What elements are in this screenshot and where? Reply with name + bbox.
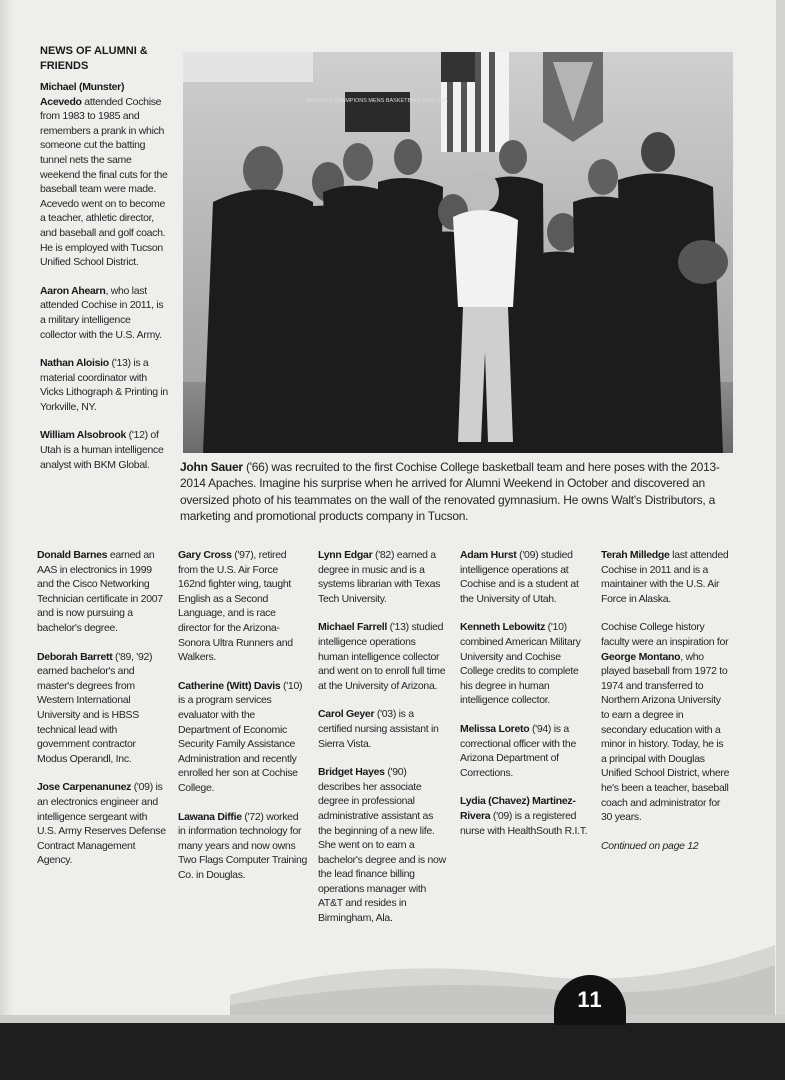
entry-lebowitz: Kenneth Lebowitz ('10) combined American Military University and Cochise College credits to complete his degree in human intelligence collector. (460, 621, 581, 707)
entry-edgar: Lynn Edgar ('82) earned a degree in music and is a systems librarian with Texas Tech University. (318, 549, 441, 605)
entry-name: Aaron Ahearn (40, 284, 106, 297)
entry-name: Melissa Loreto (460, 722, 530, 735)
entry-milledge: Terah Milledge last attended Cochise in 2011 and is a maintainer with the U.S. Air Force in Alaska. (601, 549, 729, 605)
entry-name: Bridget Hayes (318, 766, 385, 779)
entry-acevedo: Michael (Munster) Acevedo attended Cochise from 1983 to 1985 and remembers a prank in which someone cut the batting tunnel nets the same weekend the final cuts for the baseball team were made. Acevedo went on to become a teacher, athletic director, and baseball and golf coach. He is employed with Tucson Unified School District. (40, 81, 168, 269)
column-left (40, 44, 168, 486)
footer-band (0, 1015, 785, 1023)
entry-barnes: Donald Barnes earned an AAS in electronics in 1999 and the Cisco Networking Technician certificate in 2007 and is now pursuing a bachelor's degree. (37, 549, 163, 634)
flag-icon (441, 52, 509, 152)
entry-name: Deborah Barrett (37, 650, 113, 663)
entry-name: William Alsobrook (40, 429, 127, 442)
entry-hurst: Adam Hurst ('09) studied intelligence operations at Cochise and is a student at the University of Utah. (460, 549, 579, 605)
entry-hayes: Bridget Hayes ('90) describes her associate degree in professional administrative assistant as the beginning of a new life. She went on to earn a bachelor's degree and is now the lead finance billing operations manager with AT&T and resides in Birmingham, Ala. (318, 766, 446, 925)
entry-barrett: Deborah Barrett ('89, '92) earned bachelor's and master's degrees from Western International University and is HBSS technical lead with government contractor Modus Operandl, Inc. (37, 650, 153, 765)
column-5 (601, 548, 731, 867)
entry-cross: Gary Cross ('97), retired from the U.S. Air Force 162nd fighter wing, taught English as a Second Language, and is race director for the Arizona-Sonora Ultra Runners and Walkers. (178, 549, 293, 664)
entry-name: Gary Cross (178, 549, 232, 561)
entry-davis: Catherine (Witt) Davis ('10) is a program services evaluator with the Department of Economic Security Family Assistance Administration and recently enrolled her son at Cochise College. (178, 679, 303, 794)
entry-loreto: Melissa Loreto ('94) is a correctional officer with the Arizona Department of Corrections. (460, 722, 576, 779)
entry-montano: Cochise College history faculty were an inspiration for George Montano, who played baseball from 1972 to 1974 and transferred to Northern Arizona University to earn a degree in secondary education with a minor in history. Today, he is a principal with Douglas Unified School District, where he's been a teacher, baseball coach and administrator for 30 years. (601, 621, 730, 824)
entry-carpenanunez: Jose Carpenanunez ('09) is an electronics engineer and intelligence sergeant with U.S. Army Reserves Defense Contract Management Agency. (37, 781, 166, 867)
column-1 (37, 548, 167, 882)
continued-link[interactable]: Continued on page 12 (601, 839, 699, 852)
column-2 (178, 548, 308, 896)
column-4 (460, 548, 588, 852)
entry-diffie: Lawana Diffie ('72) worked in information technology for many years and now owns Two Flags Computer Training Co. in Douglas. (178, 810, 308, 881)
team-photo-image (183, 52, 733, 453)
team-photo (183, 52, 733, 453)
entry-name: Lydia (Chavez) Martinez-Rivera (460, 795, 576, 822)
entry-ahearn: Aaron Ahearn, who last attended Cochise in 2011, is a military intelligence collector with the U.S. Army. (40, 284, 164, 341)
entry-geyer: Carol Geyer ('03) is a certified nursing assistant in Sierra Vista. (318, 708, 439, 750)
entry-name: Michael (Munster) Acevedo (40, 81, 125, 108)
entry-name: Nathan Aloisio (40, 357, 109, 370)
entry-name: Terah Milledge (601, 549, 670, 561)
entry-name: Lawana Diffie (178, 810, 242, 823)
section-title: NEWS OF ALUMNI & FRIENDS (40, 45, 148, 72)
entry-martinez: Lydia (Chavez) Martinez-Rivera ('09) is a registered nurse with HealthSouth R.I.T. (460, 795, 588, 837)
footer-dark (0, 1023, 785, 1080)
caption-name: John Sauer (180, 460, 243, 474)
entry-aloisio: Nathan Aloisio ('13) is a material coordinator with Vicks Lithograph & Printing in Yorkville, NY. (40, 357, 168, 413)
entry-name: Lynn Edgar (318, 549, 373, 561)
column-3 (318, 548, 448, 940)
entry-name: Kenneth Lebowitz (460, 621, 546, 634)
page-left-edge (0, 0, 14, 1080)
entry-name: Michael Farrell (318, 621, 388, 634)
entry-name: Carol Geyer (318, 708, 375, 721)
decorative-wave (230, 935, 775, 1015)
entry-name: George Montano (601, 650, 681, 663)
caption-text: ('66) was recruited to the first Cochise College basketball team and here poses with the 2013-2014 Apaches. Imagine his surprise when he arrived for Alumni Weekend in October and discovered an oversized photo of his teammates on the wall of the renovated gymnasium. He owns Walt's Distributors, a marketing and promotional products company in Tucson. (180, 460, 720, 524)
photo-caption (180, 459, 740, 525)
svg-text:REGION 1 CHAMPIONS MENS BASKET: REGION 1 CHAMPIONS MENS BASKETBALL 2010-2011 (305, 98, 449, 104)
entry-name: Donald Barnes (37, 549, 108, 561)
entry-alsobrook: William Alsobrook ('12) of Utah is a human intelligence analyst with BKM Global. (40, 429, 164, 471)
entry-name: Jose Carpenanunez (37, 781, 132, 794)
entry-name: Adam Hurst (460, 549, 517, 561)
entry-farrell: Michael Farrell ('13) studied intelligence operations human intelligence collector and went on to enroll full time at the University of Arizona. (318, 621, 446, 692)
page-number: 11 (577, 987, 603, 1012)
page-right-edge (776, 0, 785, 1080)
entry-name: Catherine (Witt) Davis (178, 679, 281, 692)
